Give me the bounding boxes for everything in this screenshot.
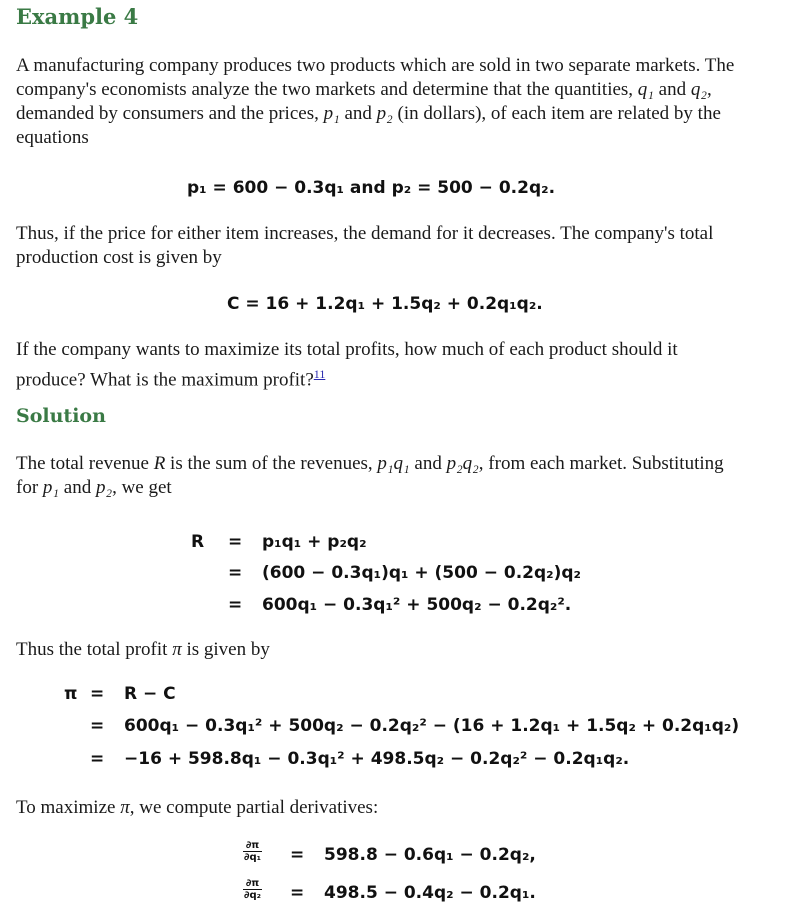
revenue-line-3: 600q₁ − 0.3q₁² + 500q₂ − 0.2q₂².: [262, 595, 572, 615]
partial-q1-fraction: [243, 840, 262, 863]
revenue-text-2: is the sum of the revenues,: [165, 453, 378, 474]
var-q1: q₁: [637, 79, 654, 100]
revenue-and: and: [409, 453, 447, 474]
var-p2: p₂: [376, 103, 393, 124]
var-q2: q₂: [690, 79, 707, 100]
partial-q1-rhs: 598.8 − 0.6q₁ − 0.2q₂,: [324, 845, 536, 865]
revenue-eq-3: =: [228, 595, 243, 615]
partial-q1-eq: =: [290, 845, 305, 865]
intro-text-2: , demanded by consumers and the prices,: [16, 79, 712, 124]
revenue-and-2: and: [59, 477, 96, 498]
maximize-text-2: , we compute partial derivatives:: [129, 797, 379, 818]
var-R: R: [153, 453, 166, 474]
profit-text-1: Thus the total profit: [16, 639, 173, 660]
var-p2-sub: p₂: [95, 477, 113, 498]
price-equations: p₁ = 600 − 0.3q₁ and p₂ = 500 − 0.2q₂.: [187, 178, 556, 198]
revenue-text-4: , we get: [112, 477, 172, 498]
footnote-link[interactable]: 11: [313, 367, 326, 381]
revenue-line-2: (600 − 0.3q₁)q₁ + (500 − 0.2q₂)q₂: [262, 563, 581, 583]
revenue-text-3: , from each market. Substituting for: [16, 453, 724, 498]
var-p2q2: p₂q₂: [446, 453, 479, 474]
revenue-eq-1: =: [228, 532, 243, 552]
profit-lhs: π: [64, 684, 78, 704]
revenue-eq-2: =: [228, 563, 243, 583]
profit-line-2: 600q₁ − 0.3q₁² + 500q₂ − 0.2q₂² − (16 + 1.2q₁ + 1.5q₂ + 0.2q₁q₂): [124, 716, 740, 736]
profit-paragraph: [16, 638, 736, 662]
partial-q2-fraction: [243, 878, 262, 901]
maximize-paragraph: [16, 796, 736, 820]
demand-paragraph: Thus, if the price for either item increases, the demand for it decreases. The company's total production cost is given by: [16, 223, 714, 268]
intro-text-1: A manufacturing company produces two products which are sold in two separate markets. The company's economists analyze the two markets and determine that the quantities,: [16, 55, 735, 100]
profit-text-2: is given by: [181, 639, 270, 660]
example-heading: Example 4: [16, 4, 139, 29]
partial-q2-num: ∂π: [243, 878, 262, 890]
profit-line-3: −16 + 598.8q₁ − 0.3q₁² + 498.5q₂ − 0.2q₂² − 0.2q₁q₂.: [124, 749, 630, 769]
var-p1: p₁: [323, 103, 340, 124]
var-pi: π: [172, 639, 182, 660]
var-p1-sub: p₁: [42, 477, 60, 498]
var-pi-2: π: [120, 797, 130, 818]
revenue-line-1: p₁q₁ + p₂q₂: [262, 532, 367, 552]
partial-q2-den: ∂q₂: [244, 890, 261, 901]
revenue-lhs: R: [191, 532, 205, 552]
intro-text-3: (in dollars), of each item are related by the equations: [16, 103, 721, 148]
var-p1q1: p₁q₁: [377, 453, 410, 474]
partial-q1-den: ∂q₁: [244, 852, 261, 863]
maximize-text-1: To maximize: [16, 797, 121, 818]
revenue-text-1: The total revenue: [16, 453, 154, 474]
profit-eq-2: =: [90, 716, 105, 736]
cost-equation: C = 16 + 1.2q₁ + 1.5q₂ + 0.2q₁q₂.: [227, 294, 543, 314]
intro-paragraph: [16, 54, 736, 150]
solution-heading: Solution: [16, 405, 106, 427]
partial-q2-eq: =: [290, 883, 305, 903]
question-text: If the company wants to maximize its total profits, how much of each product should it produce? What is the maximum profit?: [16, 339, 678, 391]
intro-and-1: and: [653, 79, 691, 100]
partial-q2-rhs: 498.5 − 0.4q₂ − 0.2q₁.: [324, 883, 536, 903]
intro-and-2: and: [339, 103, 377, 124]
partial-q1-num: ∂π: [243, 840, 262, 852]
question-paragraph: [16, 338, 736, 392]
revenue-paragraph: [16, 452, 736, 500]
profit-line-1: R − C: [124, 684, 176, 704]
profit-eq-3: =: [90, 749, 105, 769]
profit-eq-1: =: [90, 684, 105, 704]
